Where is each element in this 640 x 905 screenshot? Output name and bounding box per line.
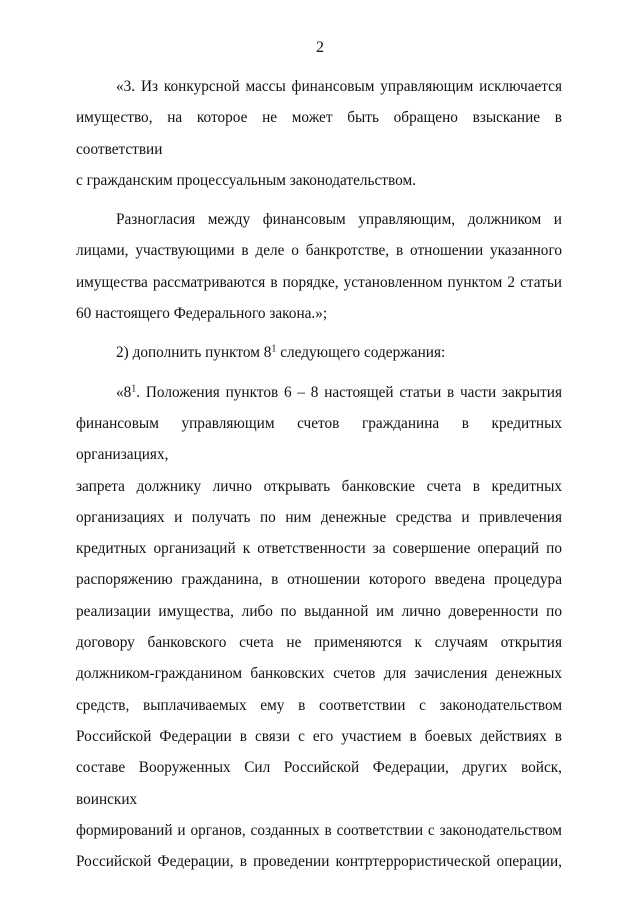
paragraph-disagreements	[76, 204, 562, 329]
clause-lead: «8	[116, 383, 132, 401]
text-line: запрета должнику лично открывать банковские счета в кредитных	[76, 477, 562, 495]
text-line: лицами, участвующими в деле о банкротстве, в отношении указанного	[76, 242, 562, 260]
text-line: формирований и органов, созданных в соответствии с законодательством	[76, 821, 562, 839]
amendment-lead: 2) дополнить пунктом 8	[116, 344, 272, 362]
text-line	[76, 377, 562, 408]
text-line: 60 настоящего Федерального закона.»;	[76, 305, 328, 323]
clause-trail: . Положения пунктов 6 – 8 настоящей статьи в части закрытия	[136, 383, 562, 401]
text-line: организациях и получать по ним денежные средства и привлечения	[76, 508, 562, 526]
text-line: имущества рассматриваются в порядке, установленном пунктом 2 статьи	[76, 273, 562, 291]
document-body	[76, 71, 562, 877]
text-line: распоряжению гражданина, в отношении которого введена процедура	[76, 571, 562, 589]
text-line	[76, 337, 562, 368]
text-line: Российской Федерации, в проведении контртеррористической операции,	[76, 853, 562, 871]
text-line: «3. Из конкурсной массы финансовым управляющим исключается	[116, 78, 562, 95]
text-line: составе Вооруженных Сил Российской Федерации, других войск, воинских	[76, 759, 562, 808]
text-line: Российской Федерации в связи с его участием в боевых действиях в	[76, 727, 562, 745]
text-line: с гражданским процессуальным законодательством.	[76, 171, 416, 189]
paragraph-clause-8-1	[76, 377, 562, 878]
amendment-trail: следующего содержания:	[276, 344, 446, 362]
text-line: договору банковского счета не применяются к случаям открытия	[76, 634, 562, 652]
text-line: кредитных организаций к ответственности за совершение операций по	[76, 540, 562, 558]
page-number: 2	[316, 39, 324, 56]
text-line: средств, выплачиваемых ему в соответствии с законодательством	[76, 696, 562, 714]
text-line: финансовым управляющим счетов гражданина в кредитных организациях,	[76, 414, 562, 464]
text-line: имущество, на которое не может быть обращено взыскание в соответствии	[76, 109, 562, 158]
text-line: должником-гражданином банковских счетов для зачисления денежных	[76, 665, 562, 683]
text-line: реализации имущества, либо по выданной им лично доверенности по	[76, 602, 562, 620]
superscript: 1	[131, 383, 137, 395]
text-line: Разногласия между финансовым управляющим, должником и	[116, 211, 562, 229]
superscript: 1	[271, 343, 277, 355]
paragraph-exclusion-clause	[76, 71, 562, 196]
paragraph-amendment-intro	[76, 337, 562, 368]
